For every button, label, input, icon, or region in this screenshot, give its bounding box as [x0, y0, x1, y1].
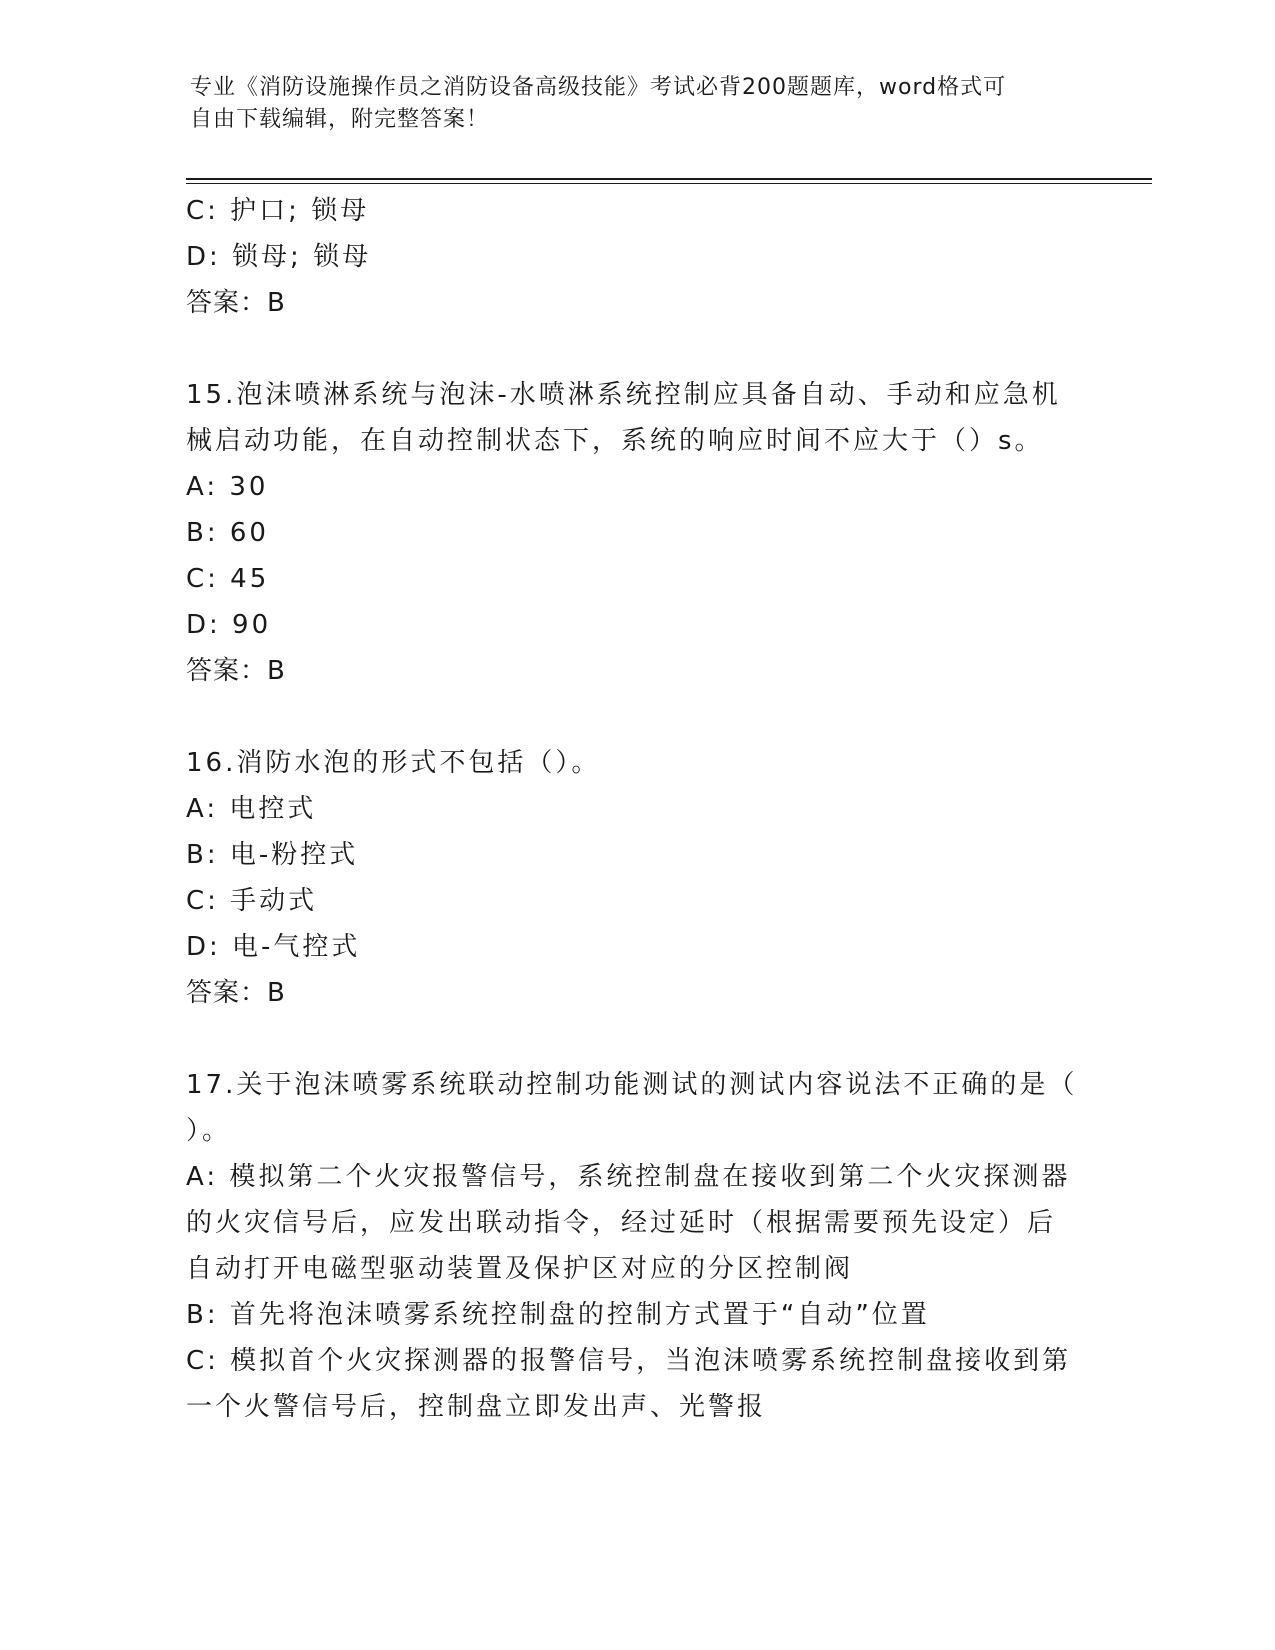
option-a: A: 电控式 [186, 794, 317, 824]
option-d: D: 电-气控式 [186, 932, 361, 962]
question-17 [186, 1062, 1086, 1430]
option-c: C: 模拟首个火灾探测器的报警信号，当泡沫喷雾系统控制盘接收到第 [186, 1346, 1072, 1376]
page-header [190, 72, 1090, 136]
question-14-tail [186, 188, 1086, 326]
option-d: D: 锁母; 锁母 [186, 242, 372, 272]
option-a: A: 30 [186, 472, 269, 502]
answer-line: 答案：B [186, 288, 286, 318]
question-stem-cont: 械启动功能，在自动控制状态下，系统的响应时间不应大于（）s。 [186, 426, 1044, 456]
option-c: C: 45 [186, 564, 270, 594]
question-stem-cont: ）。 [186, 1116, 232, 1146]
header-line-1: 专业《消防设施操作员之消防设备高级技能》考试必背200题题库，word格式可 [190, 75, 1007, 100]
option-a-cont: 自动打开电磁型驱动装置及保护区对应的分区控制阀 [186, 1254, 854, 1284]
spacer [186, 694, 1086, 740]
header-line-2: 自由下载编辑，附完整答案！ [190, 107, 490, 132]
question-16 [186, 740, 1086, 1016]
option-c: C: 护口; 锁母 [186, 196, 370, 226]
question-content [186, 188, 1086, 1430]
option-b: B: 电-粉控式 [186, 840, 359, 870]
option-b: B: 首先将泡沫喷雾系统控制盘的控制方式置于“自动”位置 [186, 1300, 930, 1330]
header-divider-thin [186, 183, 1152, 184]
question-stem: 16.消防水泡的形式不包括（）。 [186, 748, 601, 778]
question-15 [186, 372, 1086, 694]
spacer [186, 326, 1086, 372]
option-c-cont: 一个火警信号后，控制盘立即发出声、光警报 [186, 1392, 767, 1422]
header-divider-thick [186, 178, 1152, 180]
option-d: D: 90 [186, 610, 272, 640]
question-stem: 17.关于泡沫喷雾系统联动控制功能测试的测试内容说法不正确的是（ [186, 1070, 1078, 1100]
option-c: C: 手动式 [186, 886, 318, 916]
spacer [186, 1016, 1086, 1062]
option-b: B: 60 [186, 518, 269, 548]
answer-line: 答案：B [186, 656, 286, 686]
answer-line: 答案：B [186, 978, 286, 1008]
option-a-cont: 的火灾信号后，应发出联动指令，经过延时（根据需要预先设定）后 [186, 1208, 1057, 1238]
question-stem: 15.泡沫喷淋系统与泡沫-水喷淋系统控制应具备自动、手动和应急机 [186, 380, 1061, 410]
option-a: A: 模拟第二个火灾报警信号，系统控制盘在接收到第二个火灾探测器 [186, 1162, 1071, 1192]
